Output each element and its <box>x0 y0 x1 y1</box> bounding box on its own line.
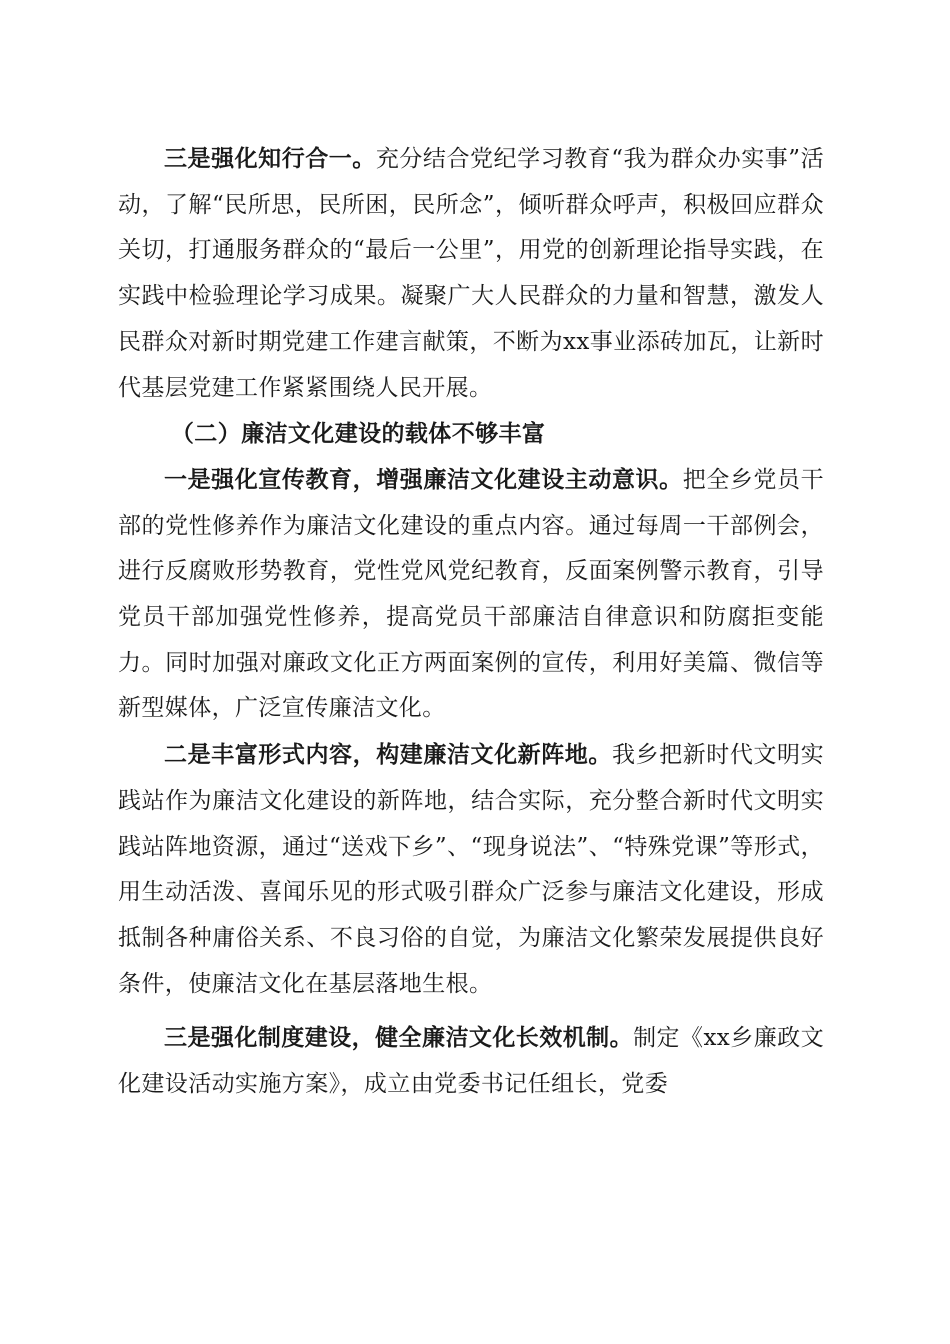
paragraph-lead: 三是强化制度建设，健全廉洁文化长效机制。 <box>164 1024 634 1052</box>
paragraph-lead: 三是强化知行合一。 <box>164 145 376 172</box>
paragraph-enrich-forms <box>118 732 824 1007</box>
document-body <box>118 136 824 1108</box>
paragraph-system-building <box>118 1015 824 1107</box>
paragraph-lead: 二是丰富形式内容，构建廉洁文化新阵地。 <box>164 741 612 769</box>
paragraph-text: 充分结合党纪学习教育“我为群众办实事”活动，了解“民所思，民所困，民所念”，倾听群众呼声，积极回应群众关切，打通服务群众的“最后一公里”，用党的创新理论指导实践，在实践中检验理论学习成果。凝聚广大人民群众的力量和智慧，激发人民群众对新时期党建工作建言献策，不断为xx事业添砖加瓦，让新时代基层党建工作紧紧围绕人民开展。 <box>118 146 824 401</box>
paragraph-publicity-education <box>118 457 824 732</box>
paragraph-text: 制定《xx乡廉政文化建设活动实施方案》，成立由党委书记任组长，党委 <box>118 1025 824 1098</box>
paragraph-knowledge-action <box>118 136 824 411</box>
paragraph-text: 我乡把新时代文明实践站作为廉洁文化建设的新阵地，结合实际，充分整合新时代文明实践站阵地资源，通过“送戏下乡”、“现身说法”、“特殊党课”等形式，用生动活泼、喜闻乐见的形式吸引群众广泛参与廉洁文化建设，形成抵制各种庸俗关系、不良习俗的自觉，为廉洁文化繁荣发展提供良好条件，使廉洁文化在基层落地生根。 <box>118 742 824 997</box>
section-heading: （二）廉洁文化建设的载体不够丰富 <box>170 420 546 448</box>
paragraph-text: 把全乡党员干部的党性修养作为廉洁文化建设的重点内容。通过每周一干部例会，进行反腐败形势教育，党性党风党纪教育，反面案例警示教育，引导党员干部加强党性修养，提高党员干部廉洁自律意识和防腐拒变能力。同时加强对廉政文化正方两面案例的宣传，利用好美篇、微信等新型媒体，广泛宣传廉洁文化。 <box>118 466 824 722</box>
paragraph-lead: 一是强化宣传教育，增强廉洁文化建设主动意识。 <box>164 465 683 493</box>
